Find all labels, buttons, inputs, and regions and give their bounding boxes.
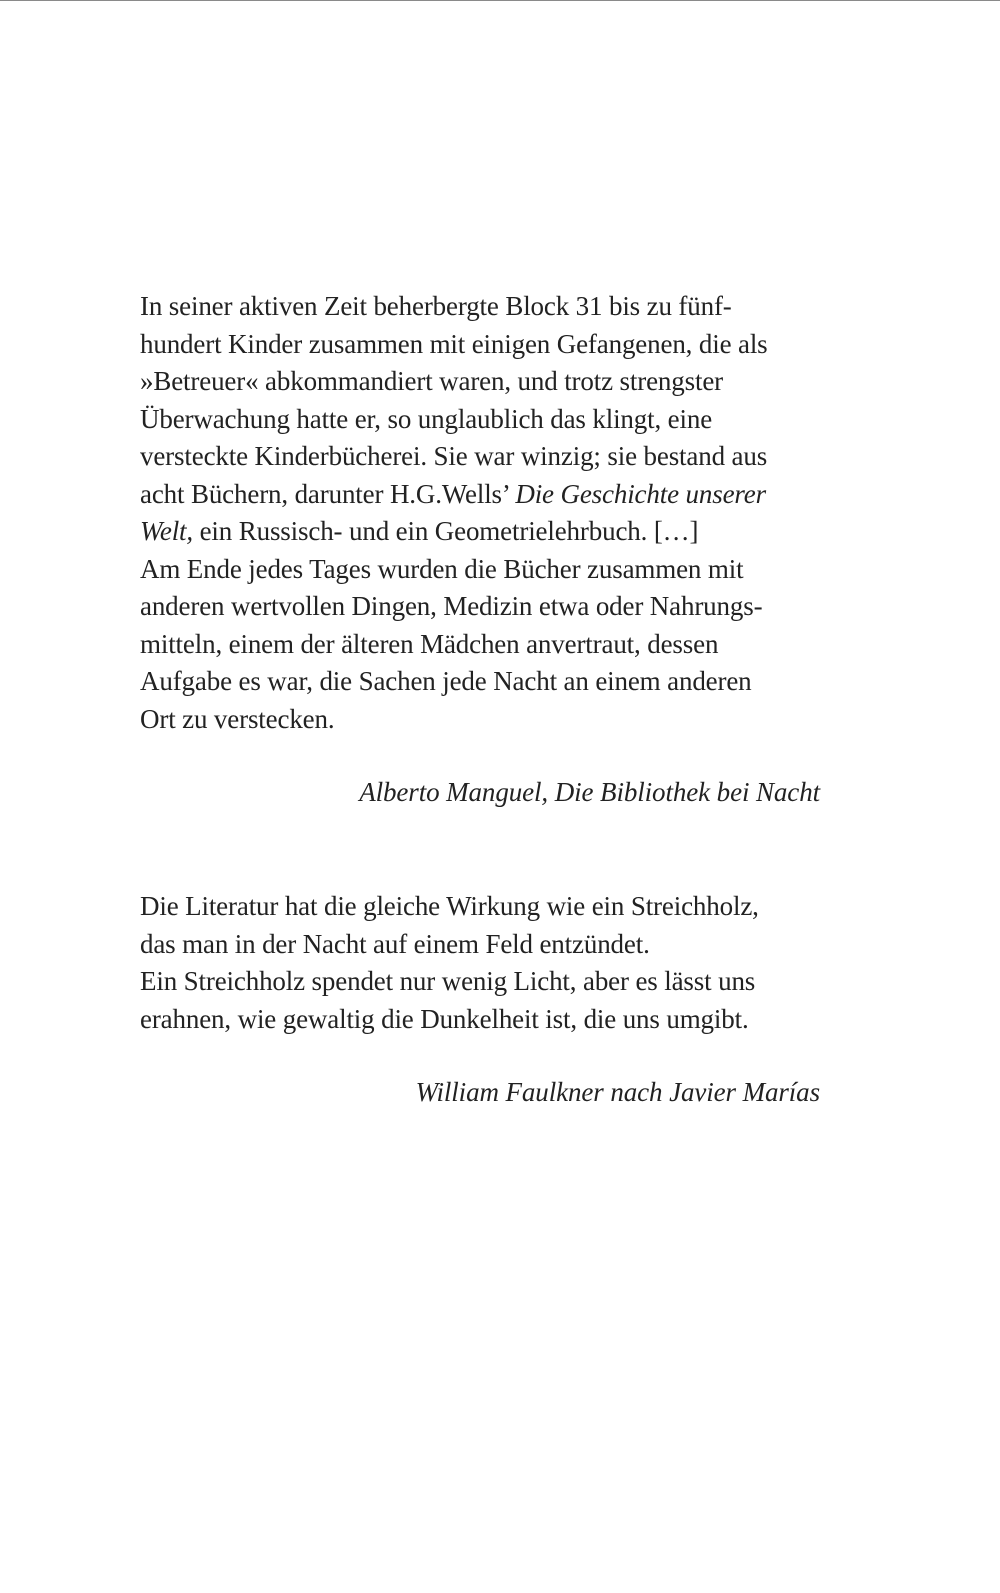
text-line	[140, 476, 840, 514]
book-title-italic: Welt,	[140, 516, 193, 546]
text-line: mitteln, einem der älteren Mädchen anvertraut, dessen	[140, 628, 719, 659]
book-page	[140, 0, 840, 1593]
text-line: »Betreuer« abkommandiert waren, und trotz strengster	[140, 366, 723, 396]
text-line: anderen wertvollen Dingen, Medizin etwa oder Nahrungs-	[140, 591, 763, 621]
text-line: Ort zu verstecken.	[140, 703, 335, 734]
epigraph-faulkner	[140, 888, 840, 1038]
text-line: erahnen, wie gewaltig die Dunkelheit ist, die uns umgibt.	[140, 1003, 749, 1034]
book-title-italic: Die Geschichte unserer	[515, 478, 766, 509]
text-line: das man in der Nacht auf einem Feld entzündet.	[140, 928, 650, 959]
text-line: Aufgabe es war, die Sachen jede Nacht an einem anderen	[140, 666, 752, 696]
text-line: Überwachung hatte er, so unglaublich das klingt, eine	[140, 403, 713, 434]
text-segment: ein Russisch- und ein Geometrielehrbuch. […]	[193, 516, 699, 546]
text-line: hundert Kinder zusammen mit einigen Gefangenen, die als	[140, 328, 768, 359]
text-line: In seiner aktiven Zeit beherbergte Block 31 bis zu fünf-	[140, 291, 732, 321]
attribution-manguel: Alberto Manguel, Die Bibliothek bei Nacht	[359, 777, 820, 807]
text-line: versteckte Kinderbücherei. Sie war winzig; sie bestand aus	[140, 441, 768, 471]
text-line: Ein Streichholz spendet nur wenig Licht, aber es lässt uns	[140, 966, 756, 996]
attribution-faulkner: William Faulkner nach Javier Marías	[415, 1077, 820, 1107]
text-line: Die Literatur hat die gleiche Wirkung wie ein Streichholz,	[140, 891, 759, 921]
text-segment: acht Büchern, darunter H.G.Wells’	[140, 478, 516, 509]
text-line	[140, 513, 840, 551]
epigraph-manguel	[140, 288, 840, 738]
text-line: Am Ende jedes Tages wurden die Bücher zusammen mit	[140, 553, 744, 584]
